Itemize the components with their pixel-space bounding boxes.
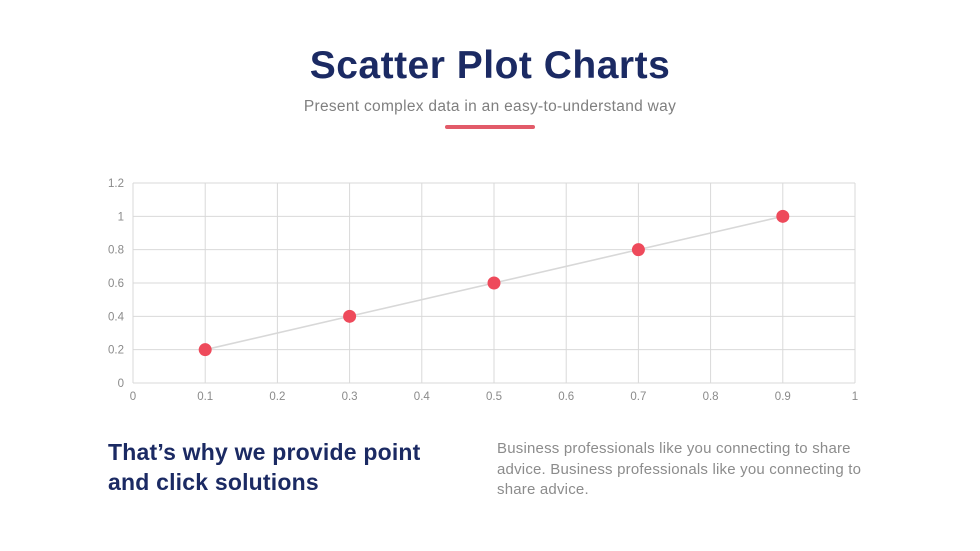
x-tick-label: 0.4 bbox=[413, 391, 430, 403]
y-tick-label: 0.6 bbox=[108, 278, 124, 290]
y-tick-label: 0 bbox=[117, 378, 124, 390]
y-tick-label: 0.8 bbox=[108, 244, 124, 257]
x-tick-label: 0.7 bbox=[630, 391, 647, 403]
data-point bbox=[632, 243, 645, 256]
page-title: Scatter Plot Charts bbox=[309, 44, 671, 87]
x-tick-label: 0.5 bbox=[486, 391, 502, 403]
scatter-chart-canvas bbox=[95, 170, 875, 415]
x-tick-label: 0 bbox=[129, 391, 137, 403]
y-tick-label: 0.4 bbox=[108, 311, 124, 324]
scatter-chart bbox=[95, 170, 875, 415]
footer-paragraph: Business professionals like you connecting to share advice. Business professionals like you connecting to share advice. bbox=[497, 440, 862, 499]
footer-heading-line2: and click solutions bbox=[108, 469, 319, 496]
x-tick-label: 0.9 bbox=[774, 391, 791, 403]
data-point bbox=[199, 343, 212, 356]
footer-heading-line1: That’s why we provide point bbox=[108, 439, 421, 465]
data-point bbox=[343, 310, 356, 323]
x-tick-label: 0.8 bbox=[702, 391, 719, 403]
x-tick-label: 0.1 bbox=[197, 391, 214, 403]
x-tick-label: 0.6 bbox=[558, 391, 575, 403]
x-tick-label: 1 bbox=[851, 391, 859, 403]
y-tick-label: 1.2 bbox=[108, 178, 124, 190]
page-subtitle: Present complex data in an easy-to-understand way bbox=[303, 98, 677, 115]
footer-heading bbox=[108, 437, 468, 498]
y-tick-label: 1 bbox=[117, 211, 124, 224]
x-tick-label: 0.2 bbox=[269, 391, 286, 403]
y-tick-label: 0.2 bbox=[108, 344, 124, 357]
x-tick-label: 0.3 bbox=[341, 391, 358, 403]
data-point bbox=[488, 277, 501, 290]
data-point bbox=[776, 210, 789, 223]
title-accent-underline bbox=[445, 125, 535, 129]
